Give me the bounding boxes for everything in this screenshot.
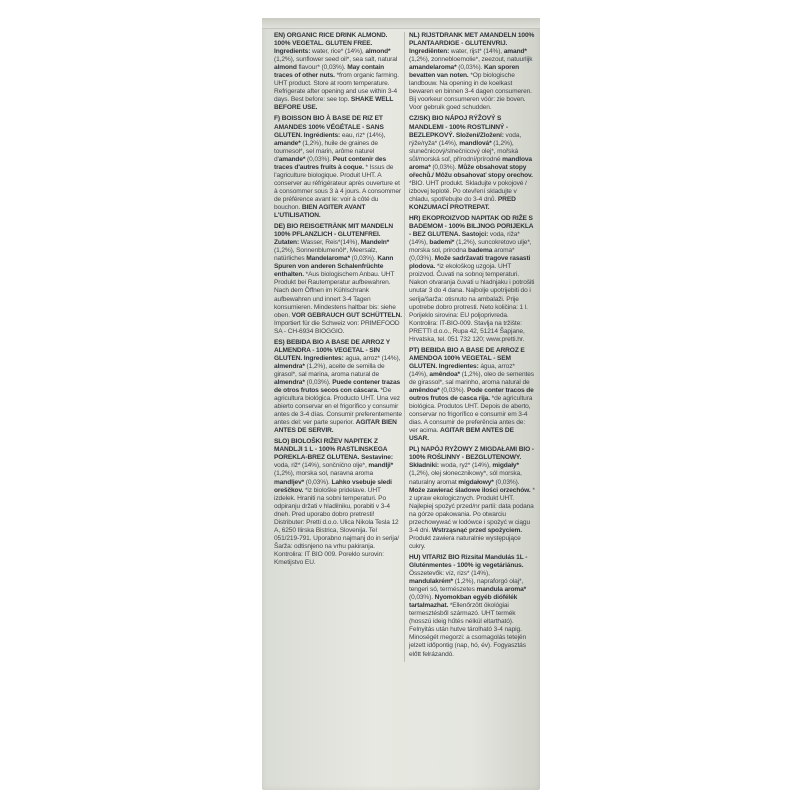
bold-text: migdałowy*: [458, 478, 494, 486]
bold-text: BEBIDA BIO A BASE DE ARROZ Y ALMENDRA - 100% VEGETAL - SIN GLUTEN. Ingredientes:: [274, 338, 392, 362]
body-text: woda, ryż* (14%),: [440, 462, 493, 470]
body-text: (0,03%).: [439, 387, 467, 395]
bold-text: Nyomokban egyéb diófélék tartalmazhat.: [409, 594, 519, 610]
body-text: eau, riz* (14%),: [341, 131, 388, 139]
bold-text: amande*: [274, 139, 301, 147]
body-text: (1,2%), slunečnicový/slnečnicový olej*, mořská sůl/morská soľ, přírodní/prírodné: [409, 139, 520, 163]
body-text: voda, riž* (14%), sončnično olje*,: [274, 462, 369, 470]
body-text: (0,03%).: [305, 155, 333, 163]
bold-text: amandelaroma*: [409, 64, 457, 72]
language-block-es: [274, 339, 402, 436]
language-block-pt: [409, 347, 535, 444]
bold-text: BEBIDA BIO A BASE DE ARROZ E AMENDOA 100% VEGETAL - SEM GLUTEN. Ingredientes:: [409, 346, 527, 370]
bold-text: Puede contener trazas de otros frutos secos con cáscara.: [274, 378, 402, 395]
body-text: (1,2%), suncokretovo ulje*, morska sol, prirodna: [409, 239, 534, 255]
body-text: (0,03%).: [304, 478, 332, 486]
bold-text: mandlji*: [368, 462, 394, 470]
body-text: Produkt zawiera naturalnie występujące cukry.: [409, 526, 524, 550]
language-block-slo: [274, 438, 402, 567]
body-text: voda, riža* (14%),: [409, 231, 522, 247]
body-text: (1,2%), aceite de semilla de girasol*, sal marina, aroma natural de: [274, 362, 387, 378]
body-text: (1,2%), morska sol, naravna aroma: [274, 462, 395, 478]
bold-text: mandlová*: [459, 139, 492, 147]
body-text: flavour* (0,03%).: [296, 64, 348, 72]
bold-text: May contain traces of other nuts.: [274, 64, 386, 80]
bold-text: Pode conter tracos de outros frutos de casca rija.: [409, 387, 536, 403]
body-text: (1,2%), huile de graines de tournesol*, sel marin, arôme naturel d': [274, 139, 380, 163]
bold-text: BIO REISGETRÄNK MIT MANDELN 100% PFLANZLICH - GLUTENFREI. Zutaten:: [274, 223, 395, 247]
body-text: (0,03%).: [430, 163, 459, 171]
body-text: (1,2%), oleo de sementes de girassol*, sal marinho, aroma natural de: [409, 370, 536, 386]
bold-text: EKOPROIZVOD NAPITAK OD RIŽE S BADEMOM - 100% BILJNOG PORIJEKLA - BEZ GLUTENA. Sastojci:: [409, 215, 535, 239]
body-text: water, rijst* (14%),: [450, 48, 504, 56]
body-text: (1,2%), sunflower seed oil*, sea salt, natural: [274, 48, 399, 64]
language-block-en: [274, 32, 402, 112]
bold-text: badema: [468, 247, 493, 255]
body-text: water, rice* (14%),: [312, 48, 366, 56]
bold-text: amand*: [503, 48, 527, 56]
language-code: ES): [274, 338, 285, 346]
bold-text: amêndoa*: [429, 370, 460, 378]
body-text: (1,2%), olej słonecznikowy*, sól morska, naturalny aromat: [409, 462, 524, 486]
body-text: * Issus de l'agriculture biologique. Produit UHT. A conserver au réfrigérateur après ouverture et à consommer sous 3 à 4 jours. A consommer de préférence avant le: voir à côté du bouchon.: [274, 163, 403, 211]
label-column-right: [404, 32, 535, 662]
language-block-nl: [409, 32, 535, 112]
body-text: *de agricultura biológica. Produtos UHT. Depois de aberto, conservar no frigorífico e consumir em 3-4 dias. A consumir de preferência antes de: ver acima.: [409, 395, 535, 435]
bold-text: Lahko vsebuje sledi oreščkov.: [274, 478, 394, 494]
bold-text: Wstrząsnąć przed spożyciem.: [431, 526, 522, 534]
bold-text: SHAKE WELL BEFORE USE.: [274, 96, 395, 112]
bold-text: mandula aroma*: [476, 586, 527, 594]
language-block-f: [274, 115, 402, 220]
body-text: *Aus biologischem Anbau. UHT Produkt bei Rautemperatur aufbewahren. Nach dem Öffnen im Kühlschrank aufbewahren und innert 3-4 Tagen konsumieren. Mindestens haltbar bis: siehe oben.: [274, 271, 398, 319]
bold-text: BOISSON BIO À BASE DE RIZ ET AMANDES 100% VÉGÉTALE - SANS GLUTEN. Ingrédients:: [274, 115, 386, 139]
body-text: (0,03%).: [456, 64, 484, 72]
language-code: SLO): [274, 438, 290, 446]
bold-text: VOR GEBRAUCH GUT SCHÜTTELN.: [291, 311, 402, 319]
bold-text: mandlova aroma*: [409, 155, 534, 171]
body-text: *iz ekološkog uzgoja. UHT proizvod. Čuvati na sobnoj temperaturi. Nakon otvaranja čuvati u hladnjaku i potrošiti unutar 3 do 4 dana. Najbolje upotrijebiti do i serija/šarža: otisnuto na ambalaži. Prije upotrebe dobro protresti. Neto količina: 1 l. Porijeklo sirovina: EU poljoprivreda. Kontrolira: IT-BIO-009. Stavlja na tržište: PRETTI d.o.o., Rupa 42, 51214 Šapjane, Hrvatska, tel. 051 732 120; www.pretti.hr.: [409, 263, 537, 343]
body-text: (1,2%), napraforgó olaj*, tengeri só, természetes: [409, 578, 525, 594]
bold-text: NAPÓJ RYŻOWY Z MIGDAŁAMI BIO - 100% ROŚLINNY - BEZGLUTENOWY. Składniki:: [409, 446, 536, 470]
bold-text: bademi*: [429, 239, 455, 247]
bold-text: amande*: [278, 155, 306, 163]
bold-text: Može sadržavati tragove rasasti plodova.: [409, 255, 532, 271]
bold-text: VITARIZ BIO Rizsital Mandulás 1L - Gluténmentes - 100% ig vegetáriánus.: [409, 553, 530, 569]
bold-text: almond: [274, 64, 297, 72]
body-text: (0,03%).: [409, 586, 528, 602]
language-code: PT): [409, 346, 420, 354]
language-block-hu: [409, 554, 535, 659]
body-text: * z upraw ekologicznych. Produkt UHT. Najlepiej spożyć przed/nr partii: data podana na górze opakowania. Po otwarciu przechowywać w lodówce i spożyć w ciągu 3-4 dni.: [409, 486, 537, 534]
body-text: *De agricultura biológica. Producto UHT. Una vez abierto conservar en el frigorífico y consumir antes de 3-4 días. Consumir preferentemente antes del: ver parte superior.: [274, 387, 404, 427]
body-text: *Op biologische landbouw. Na opening in de koelkast bewaren en binnen 3-4 dagen consumeren. Bij voorkeur consumeren vóór: zie boven. Voor gebruik goed schudden.: [409, 72, 534, 112]
body-text: (0,03%).: [349, 255, 378, 263]
bold-text: AGITAR BIEN ANTES DE SERVIR.: [274, 419, 399, 435]
body-text: voda, rýže/ryža* (14%),: [409, 131, 523, 147]
body-text: *iz biološke pridelave. UHT izdelek. Hraniti na sobni temperaturi. Po odpiranju držati v hladilniku, porabiti v 3-4 dneh. Pred uporabo dobro pretresti! Distributer: Pretti d.o.o. Ulica Nikola Tesla 12 A, 6250 Ilirska Bistrica, Slovenija. Tel 051/219-791. Uporabno najmanj do in serija/Šarža: odtisnjeno na vrhu pakiranja. Kontrolira: IT BIO 009. Poreklo surovin: Kmetijstvo EU.: [274, 486, 400, 566]
bold-text: Mandelaroma*: [306, 255, 350, 263]
bold-text: Mandeln*: [360, 239, 390, 247]
language-code: PL): [409, 446, 420, 454]
bold-text: BIO NÁPOJ RÝŽOVÝ S MANDLEMI - 100% ROSTLINNÝ - BEZLEPKOVÝ. Složení/Zložení:: [409, 115, 510, 139]
body-text: (0,03%).: [304, 378, 333, 386]
bold-text: amêndoa*: [409, 387, 440, 395]
body-text: aroma* (0,03%).: [409, 247, 517, 263]
language-code: HR): [409, 215, 421, 223]
bold-text: almond*: [365, 48, 391, 56]
language-code: NL): [409, 32, 420, 39]
body-text: agua, arroz* (14%),: [345, 354, 402, 362]
bold-text: RIJSTDRANK MET AMANDELN 100% PLANTAARDIGE - GLUTENVRIJ. Ingrediënten:: [409, 32, 536, 56]
language-block-czsk: [409, 115, 535, 212]
body-text: Wasser, Reis*(14%),: [300, 239, 361, 247]
body-text: Összetevők: víz, rizs* (14%),: [409, 570, 492, 578]
carton-side-panel: [262, 18, 540, 790]
bold-text: mandulakrém*: [409, 578, 454, 586]
bold-text: Může obsahovat stopy ořechů./ Môžu obsahovať stopy orechov.: [409, 163, 533, 179]
body-text: *from organic farming. UHT product. Store at room temperature. Refrigerate after opening and use within 3-4 days. Best before: see top.: [274, 72, 401, 104]
label-column-left: [274, 32, 402, 570]
body-text: *BIO. UHT produkt. Skladujte v pokojové / izbovej teplotě. Po otevření skladujte v chladu, spotřebujte do 3-4 dnů.: [409, 171, 535, 203]
body-text: água, arroz* (14%),: [409, 362, 517, 378]
language-code: F): [274, 115, 280, 123]
language-code: HU): [409, 553, 421, 561]
language-block-hr: [409, 215, 535, 344]
body-text: (1,2%), zonnebloemolie*, zeezout, natuurlijk: [409, 48, 535, 64]
bold-text: BIOLOŠKI RIŽEV NAPITEK Z MANDLJI 1 L - 100% RASTLINSKEGA POREKLA-BREZ GLUTENA. Sestavine:: [274, 438, 395, 462]
bold-text: BIEN AGITER AVANT L'UTILISATION.: [274, 203, 368, 220]
bold-text: ORGANIC RICE DRINK ALMOND. 100% VEGETAL. GLUTEN FREE. Ingredients:: [274, 32, 390, 56]
bold-text: PRED KONZUMACÍ PROTREPAT.: [409, 195, 518, 211]
bold-text: Kan sporen bevatten van noten.: [409, 64, 521, 80]
bold-text: Kann Spuren von anderen Schalenfrüchte enthalten.: [274, 255, 396, 279]
carton-top-fold: [262, 18, 540, 29]
bold-text: almendra*: [274, 378, 305, 386]
bold-text: mandljev*: [274, 478, 305, 486]
language-block-de: [274, 223, 402, 336]
body-text: (1,2%), Sonnenblumenöl*, Meersalz, natürliches: [274, 239, 391, 263]
bold-text: almendra*: [274, 362, 305, 370]
language-code: CZ/SK): [409, 115, 431, 123]
language-code: EN): [274, 32, 285, 39]
body-text: *Ellenőrzött ökológiai termesztésből származó. UHT termék (hosszú ideig hűtés nélkül eltartható). Felnyitás után hutve tárolható 3-4 napig. Minoségét megorzi: a csomagolás tetején jelzett időpontig (nap, hó, év). Fogyasztás előtt felrázandó.: [409, 602, 528, 658]
bold-text: AGITAR BEM ANTES DE USAR.: [409, 427, 516, 443]
body-text: (0,03%).: [493, 478, 522, 486]
bold-text: Peut contenir des traces d'autres fruits à coque.: [274, 155, 388, 171]
bold-text: Może zawierać śladowe ilości orzechów.: [409, 486, 531, 494]
body-text: Importiert für die Schweiz von: PRIMEFOOD SA - CH-6934 BIOGGIO.: [274, 311, 404, 335]
bold-text: migdały*: [492, 462, 519, 470]
language-code: DE): [274, 223, 285, 231]
language-block-pl: [409, 446, 535, 551]
